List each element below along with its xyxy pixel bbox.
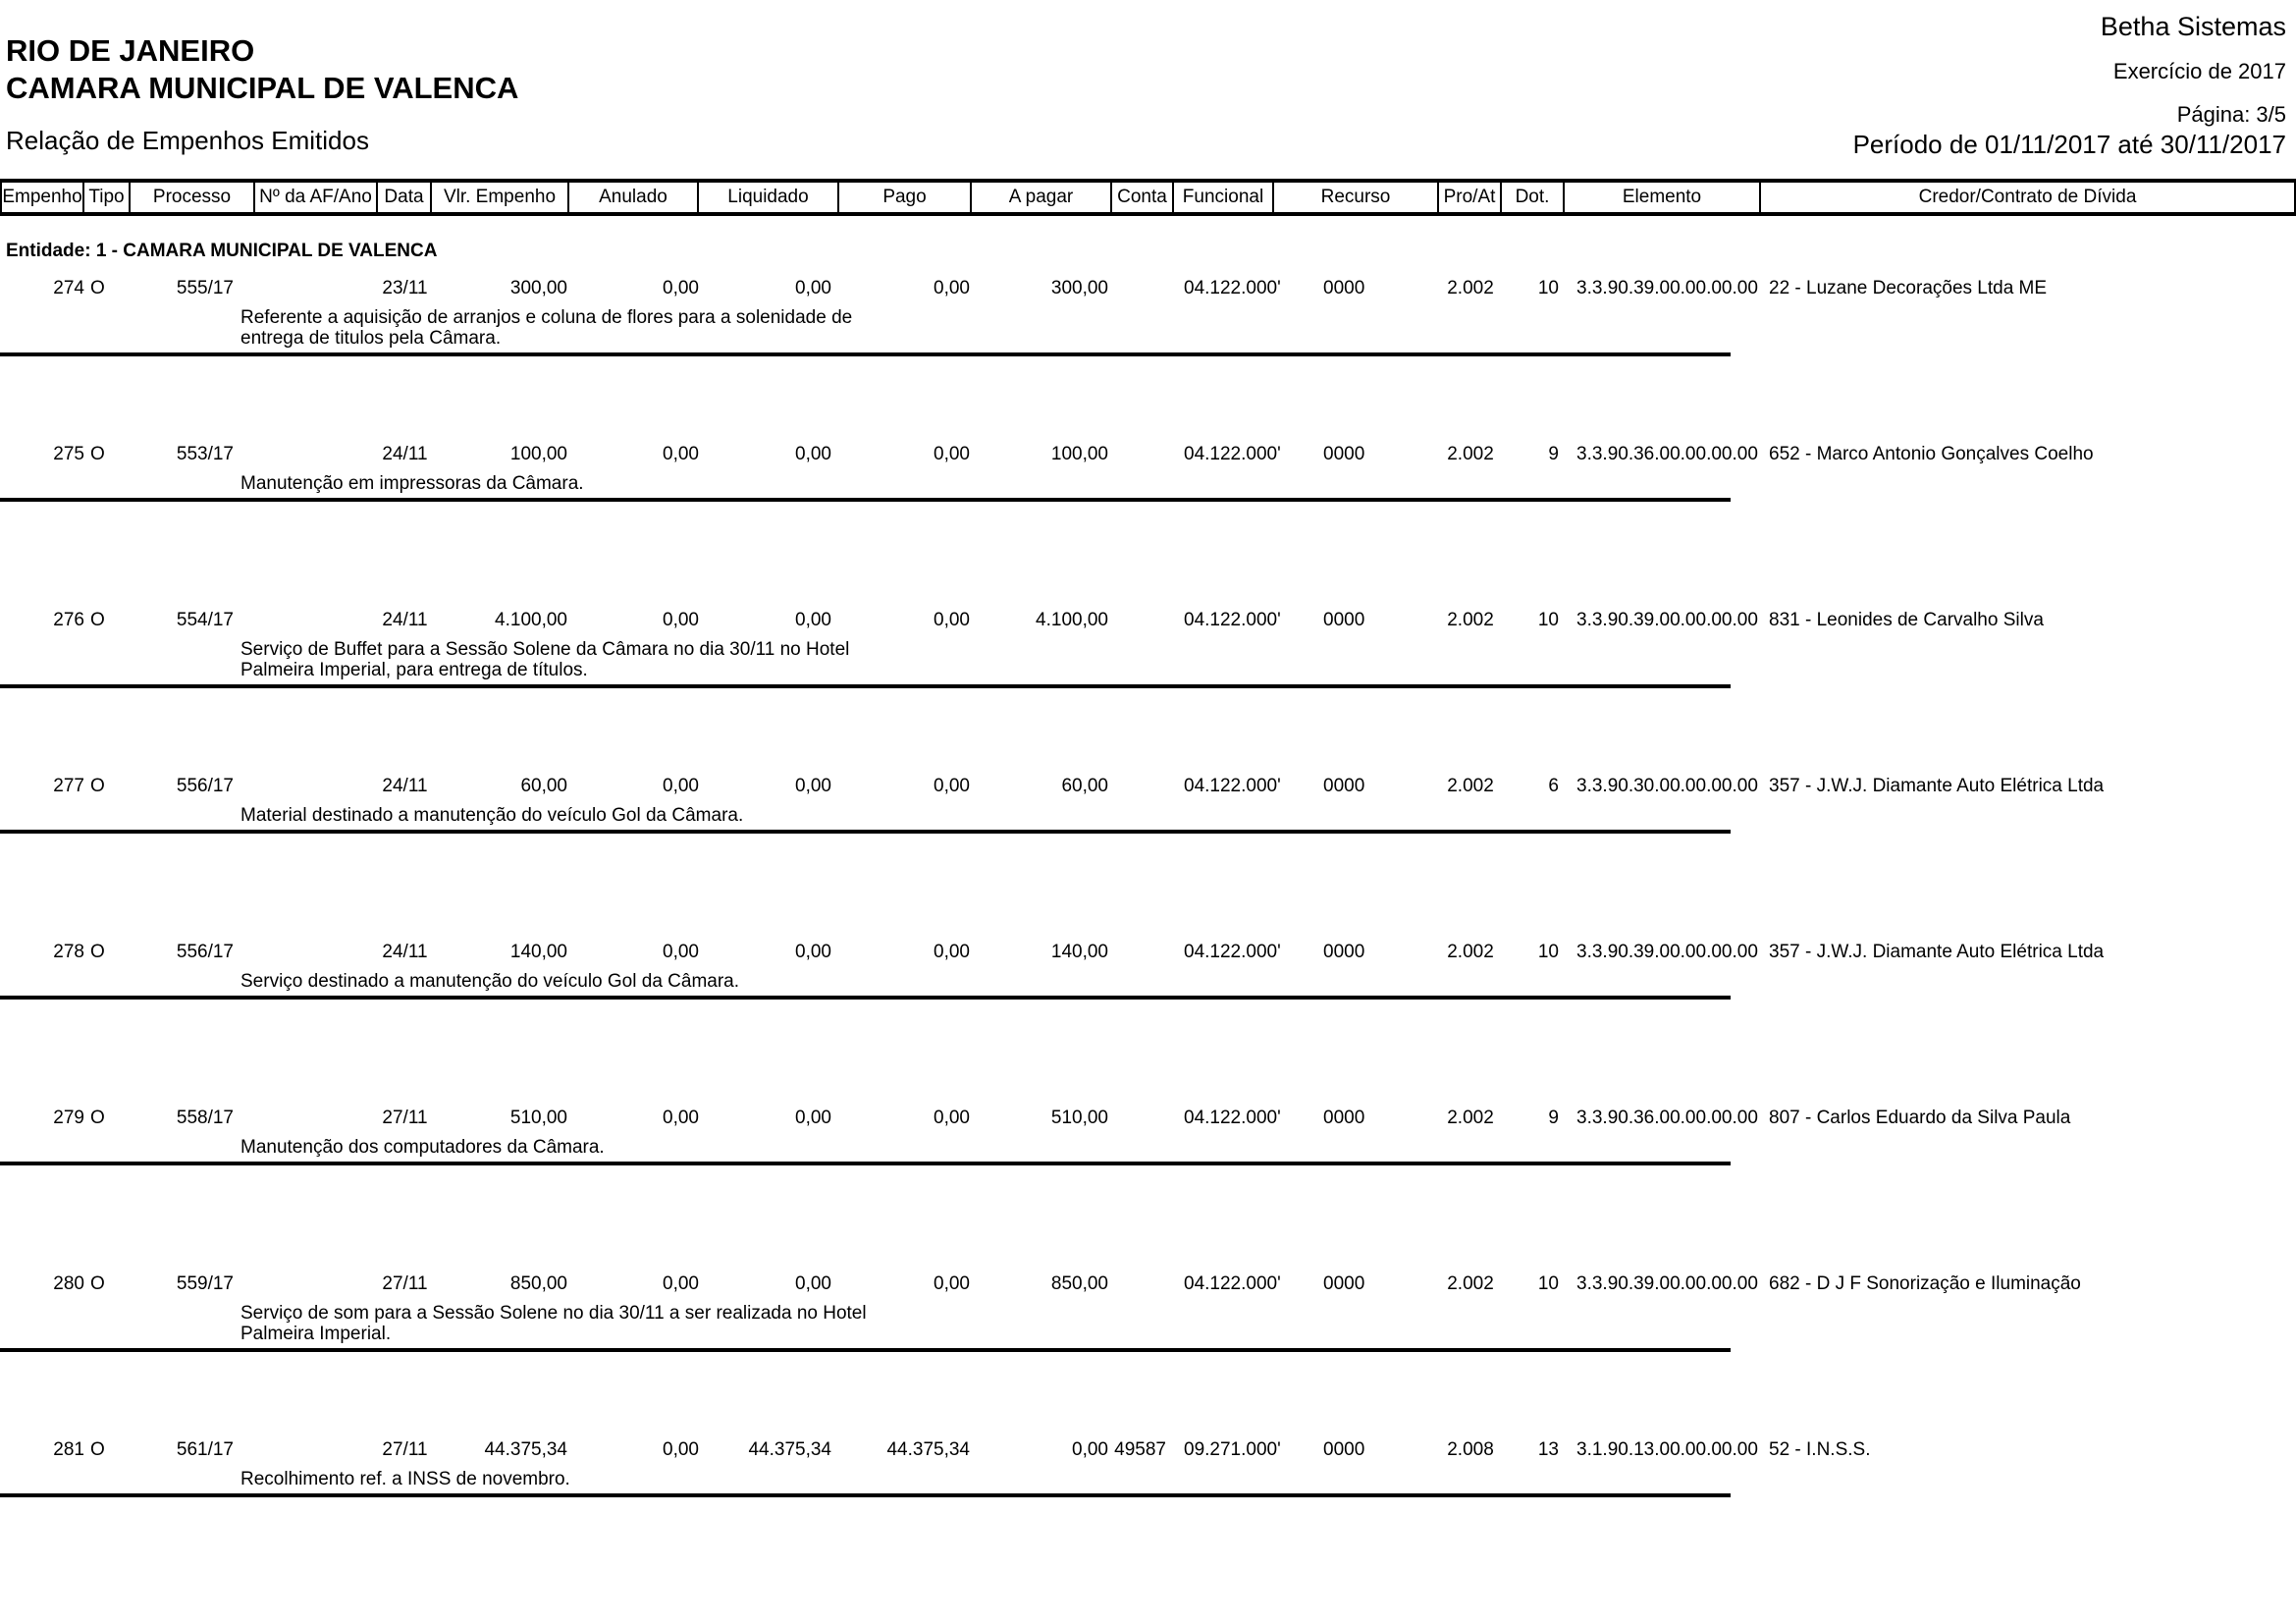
row-separator <box>0 352 1731 356</box>
cell-tipo: O <box>90 942 105 962</box>
cell-conta <box>1112 279 1174 298</box>
cell-a-pagar: 510,00 <box>1050 1108 1108 1128</box>
cell-dot: 6 <box>1548 776 1559 796</box>
column-header-a-pagar: A pagar <box>972 183 1112 212</box>
cell-dot: 10 <box>1537 1273 1559 1294</box>
cell-funcional: 04.122.000' <box>1184 1108 1281 1128</box>
cell-credor: 357 - J.W.J. Diamante Auto Elétrica Ltda <box>1769 776 2105 796</box>
row-separator <box>0 996 1731 1000</box>
cell-credor: 652 - Marco Antonio Gonçalves Coelho <box>1769 444 2094 464</box>
cell-tipo: O <box>90 1108 105 1128</box>
cell-empenho: 278 <box>53 942 84 962</box>
table-row <box>0 777 2296 834</box>
table-row <box>0 1440 2296 1497</box>
cell-af-ano <box>255 611 378 630</box>
cell-data: 24/11 <box>382 444 428 464</box>
cell-processo: 559/17 <box>176 1273 234 1294</box>
cell-vlr: 44.375,34 <box>484 1439 567 1460</box>
cell-pago: 0,00 <box>934 942 970 962</box>
cell-a-pagar: 300,00 <box>1050 278 1108 298</box>
cell-vlr: 4.100,00 <box>495 610 567 630</box>
cell-liquidado: 0,00 <box>795 610 831 630</box>
cell-anulado: 0,00 <box>663 1273 699 1294</box>
cell-elemento: 3.3.90.30.00.00.00.00 <box>1576 776 1758 796</box>
cell-a-pagar: 850,00 <box>1050 1273 1108 1294</box>
cell-data: 24/11 <box>382 776 428 796</box>
cell-data: 24/11 <box>382 610 428 630</box>
cell-pago: 0,00 <box>934 776 970 796</box>
cell-processo: 556/17 <box>176 776 234 796</box>
entity-name: CAMARA MUNICIPAL DE VALENCA <box>6 71 519 105</box>
table-row <box>0 1274 2296 1352</box>
row-historico: Serviço de Buffet para a Sessão Solene da Câmara no dia 30/11 no Hotel Palmeira Imperial, para entrega de títulos. <box>240 639 850 680</box>
cell-funcional: 09.271.000' <box>1184 1439 1281 1460</box>
cell-af-ano <box>255 445 378 464</box>
cell-pro-at: 2.002 <box>1447 1273 1494 1294</box>
cell-funcional: 04.122.000' <box>1184 1273 1281 1294</box>
row-separator <box>0 498 1731 502</box>
cell-dot: 13 <box>1537 1439 1559 1460</box>
cell-af-ano <box>255 943 378 962</box>
cell-pro-at: 2.002 <box>1447 444 1494 464</box>
row-historico: Referente a aquisição de arranjos e coluna de flores para a solenidade de entrega de titulos pela Câmara. <box>240 307 853 349</box>
cell-recurso: 0000 <box>1323 1439 1365 1460</box>
row-historico: Serviço de som para a Sessão Solene no dia 30/11 a ser realizada no Hotel Palmeira Imperial. <box>240 1303 867 1344</box>
cell-af-ano <box>255 1109 378 1128</box>
exercise-label: Exercício de 2017 <box>2112 59 2286 83</box>
row-separator <box>0 1348 1731 1352</box>
cell-credor: 682 - D J F Sonorização e Iluminação <box>1769 1273 2081 1294</box>
column-header-processo: Processo <box>131 183 255 212</box>
cell-elemento: 3.3.90.39.00.00.00.00 <box>1576 278 1758 298</box>
column-header-af-ano: Nº da AF/Ano <box>255 183 378 212</box>
cell-pago: 0,00 <box>934 1108 970 1128</box>
cell-liquidado: 0,00 <box>795 444 831 464</box>
row-values <box>0 279 2296 298</box>
cell-vlr: 100,00 <box>509 444 567 464</box>
table-row <box>0 611 2296 688</box>
cell-recurso: 0000 <box>1323 942 1365 962</box>
state-name: RIO DE JANEIRO <box>6 33 255 68</box>
cell-processo: 553/17 <box>176 444 234 464</box>
cell-credor: 357 - J.W.J. Diamante Auto Elétrica Ltda <box>1769 942 2105 962</box>
cell-liquidado: 0,00 <box>795 1108 831 1128</box>
cell-empenho: 277 <box>53 776 84 796</box>
cell-data: 27/11 <box>382 1439 428 1460</box>
row-historico: Recolhimento ref. a INSS de novembro. <box>240 1469 570 1489</box>
report-title: Relação de Empenhos Emitidos <box>6 126 369 155</box>
column-header-credor: Credor/Contrato de Dívida <box>1761 183 2296 212</box>
row-values <box>0 1440 2296 1460</box>
row-separator <box>0 1493 1731 1497</box>
cell-dot: 10 <box>1537 942 1559 962</box>
cell-liquidado: 0,00 <box>795 278 831 298</box>
vendor-name: Betha Sistemas <box>2100 12 2286 41</box>
cell-funcional: 04.122.000' <box>1184 776 1281 796</box>
row-values <box>0 777 2296 796</box>
cell-a-pagar: 100,00 <box>1050 444 1108 464</box>
cell-conta <box>1112 1109 1174 1128</box>
cell-credor: 22 - Luzane Decorações Ltda ME <box>1769 278 2048 298</box>
column-header-funcional: Funcional <box>1174 183 1274 212</box>
cell-anulado: 0,00 <box>663 776 699 796</box>
column-header-vlr: Vlr. Empenho <box>432 183 569 212</box>
cell-elemento: 3.1.90.13.00.00.00.00 <box>1576 1439 1758 1460</box>
cell-elemento: 3.3.90.39.00.00.00.00 <box>1576 1273 1758 1294</box>
row-historico: Serviço destinado a manutenção do veículo Gol da Câmara. <box>240 971 740 992</box>
cell-empenho: 279 <box>53 1108 84 1128</box>
cell-a-pagar: 60,00 <box>1061 776 1108 796</box>
cell-pro-at: 2.002 <box>1447 610 1494 630</box>
cell-data: 27/11 <box>382 1108 428 1128</box>
column-header-tipo: Tipo <box>84 183 131 212</box>
column-header-recurso: Recurso <box>1274 183 1439 212</box>
cell-pago: 0,00 <box>934 444 970 464</box>
cell-recurso: 0000 <box>1323 444 1365 464</box>
cell-af-ano <box>255 777 378 796</box>
cell-pago: 0,00 <box>934 610 970 630</box>
cell-pro-at: 2.008 <box>1447 1439 1494 1460</box>
cell-credor: 52 - I.N.S.S. <box>1769 1439 1871 1460</box>
cell-pago: 44.375,34 <box>886 1439 970 1460</box>
cell-anulado: 0,00 <box>663 1108 699 1128</box>
row-historico: Manutenção dos computadores da Câmara. <box>240 1137 605 1158</box>
cell-tipo: O <box>90 610 105 630</box>
cell-tipo: O <box>90 444 105 464</box>
cell-tipo: O <box>90 278 105 298</box>
report-period: Período de 01/11/2017 até 30/11/2017 <box>1852 130 2286 159</box>
cell-credor: 807 - Carlos Eduardo da Silva Paula <box>1769 1108 2071 1128</box>
cell-data: 23/11 <box>382 278 428 298</box>
cell-anulado: 0,00 <box>663 444 699 464</box>
row-separator <box>0 684 1731 688</box>
cell-tipo: O <box>90 1439 105 1460</box>
cell-empenho: 275 <box>53 444 84 464</box>
cell-conta <box>1112 445 1174 464</box>
cell-empenho: 274 <box>53 278 84 298</box>
cell-elemento: 3.3.90.36.00.00.00.00 <box>1576 444 1758 464</box>
table-header <box>0 179 2296 216</box>
cell-vlr: 510,00 <box>509 1108 567 1128</box>
column-header-pago: Pago <box>839 183 972 212</box>
cell-processo: 554/17 <box>176 610 234 630</box>
cell-vlr: 60,00 <box>520 776 567 796</box>
cell-processo: 558/17 <box>176 1108 234 1128</box>
cell-recurso: 0000 <box>1323 610 1365 630</box>
page-number: Página: 3/5 <box>2176 102 2286 127</box>
row-values <box>0 611 2296 630</box>
row-values <box>0 1109 2296 1128</box>
cell-vlr: 300,00 <box>509 278 567 298</box>
cell-credor: 831 - Leonides de Carvalho Silva <box>1769 610 2044 630</box>
cell-data: 24/11 <box>382 942 428 962</box>
cell-funcional: 04.122.000' <box>1184 278 1281 298</box>
cell-conta <box>1112 1274 1174 1294</box>
cell-a-pagar: 140,00 <box>1050 942 1108 962</box>
cell-data: 27/11 <box>382 1273 428 1294</box>
cell-pro-at: 2.002 <box>1447 1108 1494 1128</box>
cell-a-pagar: 0,00 <box>1072 1439 1108 1460</box>
cell-vlr: 850,00 <box>509 1273 567 1294</box>
cell-recurso: 0000 <box>1323 278 1365 298</box>
column-header-dot: Dot. <box>1502 183 1565 212</box>
cell-empenho: 280 <box>53 1273 84 1294</box>
cell-recurso: 0000 <box>1323 1273 1365 1294</box>
table-row <box>0 943 2296 1000</box>
column-header-data: Data <box>378 183 432 212</box>
cell-pro-at: 2.002 <box>1447 942 1494 962</box>
cell-conta <box>1112 943 1174 962</box>
cell-conta <box>1112 611 1174 630</box>
column-header-liquidado: Liquidado <box>699 183 839 212</box>
cell-recurso: 0000 <box>1323 1108 1365 1128</box>
cell-af-ano <box>255 1274 378 1294</box>
cell-recurso: 0000 <box>1323 776 1365 796</box>
row-separator <box>0 830 1731 834</box>
cell-pro-at: 2.002 <box>1447 776 1494 796</box>
cell-tipo: O <box>90 1273 105 1294</box>
cell-elemento: 3.3.90.39.00.00.00.00 <box>1576 610 1758 630</box>
cell-processo: 556/17 <box>176 942 234 962</box>
column-header-elemento: Elemento <box>1565 183 1761 212</box>
cell-funcional: 04.122.000' <box>1184 610 1281 630</box>
cell-liquidado: 0,00 <box>795 1273 831 1294</box>
cell-dot: 10 <box>1537 610 1559 630</box>
cell-dot: 9 <box>1548 1108 1559 1128</box>
cell-tipo: O <box>90 776 105 796</box>
cell-processo: 555/17 <box>176 278 234 298</box>
row-separator <box>0 1162 1731 1165</box>
cell-conta: 49587 <box>1114 1439 1166 1460</box>
column-header-anulado: Anulado <box>569 183 699 212</box>
cell-liquidado: 0,00 <box>795 776 831 796</box>
cell-pago: 0,00 <box>934 278 970 298</box>
cell-dot: 10 <box>1537 278 1559 298</box>
cell-pago: 0,00 <box>934 1273 970 1294</box>
row-values <box>0 1274 2296 1294</box>
cell-empenho: 281 <box>53 1439 84 1460</box>
cell-a-pagar: 4.100,00 <box>1036 610 1108 630</box>
cell-vlr: 140,00 <box>509 942 567 962</box>
column-header-pro-at: Pro/At <box>1439 183 1502 212</box>
entity-section-label: Entidade: 1 - CAMARA MUNICIPAL DE VALENCA <box>6 241 438 261</box>
cell-af-ano <box>255 1440 378 1460</box>
cell-pro-at: 2.002 <box>1447 278 1494 298</box>
cell-funcional: 04.122.000' <box>1184 942 1281 962</box>
cell-empenho: 276 <box>53 610 84 630</box>
table-row <box>0 279 2296 356</box>
row-values <box>0 943 2296 962</box>
table-row <box>0 1109 2296 1165</box>
cell-anulado: 0,00 <box>663 942 699 962</box>
column-header-empenho: Empenho <box>0 183 84 212</box>
row-historico: Material destinado a manutenção do veículo Gol da Câmara. <box>240 805 744 826</box>
cell-funcional: 04.122.000' <box>1184 444 1281 464</box>
cell-anulado: 0,00 <box>663 278 699 298</box>
cell-anulado: 0,00 <box>663 1439 699 1460</box>
cell-liquidado: 44.375,34 <box>748 1439 831 1460</box>
table-row <box>0 445 2296 502</box>
cell-anulado: 0,00 <box>663 610 699 630</box>
cell-af-ano <box>255 279 378 298</box>
cell-elemento: 3.3.90.39.00.00.00.00 <box>1576 942 1758 962</box>
cell-conta <box>1112 777 1174 796</box>
row-values <box>0 445 2296 464</box>
column-header-conta: Conta <box>1112 183 1174 212</box>
cell-dot: 9 <box>1548 444 1559 464</box>
cell-processo: 561/17 <box>176 1439 234 1460</box>
row-historico: Manutenção em impressoras da Câmara. <box>240 473 584 494</box>
cell-liquidado: 0,00 <box>795 942 831 962</box>
report-rows <box>0 279 2296 1623</box>
cell-elemento: 3.3.90.36.00.00.00.00 <box>1576 1108 1758 1128</box>
